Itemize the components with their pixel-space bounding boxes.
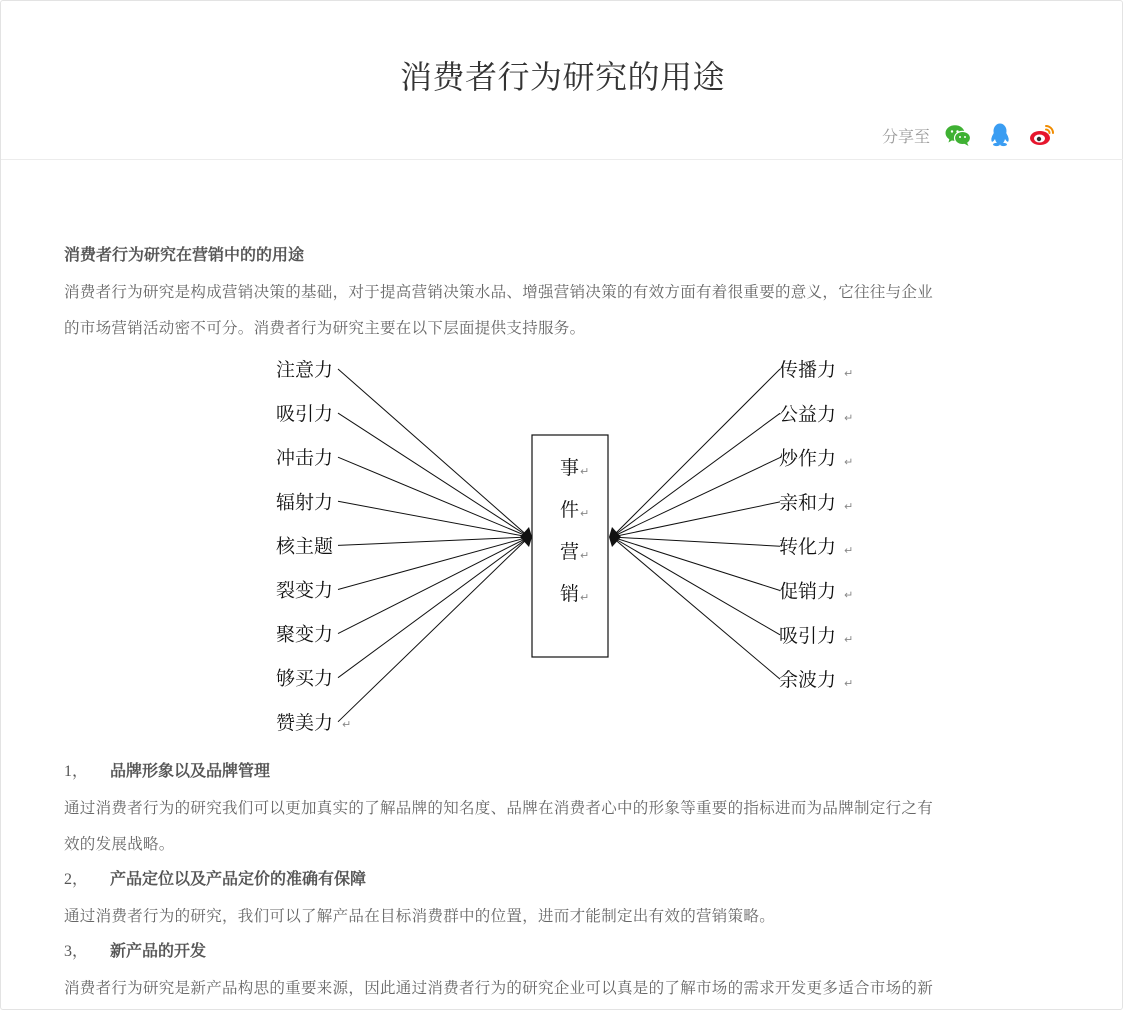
header-divider (1, 159, 1123, 160)
section-2-line-1: 通过消费者行为的研究，我们可以了解产品在目标消费群中的位置，进而才能制定出有效的营销策略。 (64, 907, 776, 925)
return-mark-right-5: ↵ (844, 544, 854, 558)
left-label-2: 吸引力 (276, 403, 334, 426)
return-mark-center-2: ↵ (580, 507, 590, 520)
return-mark-right-2: ↵ (844, 411, 854, 425)
intro-heading: 消费者行为研究在营销中的的用途 (64, 247, 305, 264)
right-label-7: 吸引力 (779, 624, 837, 647)
intro-paragraph-line-2: 的市场营销活动密不可分。消费者行为研究主要在以下层面提供支持服务。 (64, 319, 586, 337)
connector-left-5 (338, 537, 529, 545)
return-mark-right-7: ↵ (844, 632, 854, 646)
left-label-3: 冲击力 (276, 447, 334, 470)
right-label-2: 公益力 (779, 403, 837, 426)
share-bar (882, 122, 1070, 148)
section-1-line-1: 通过消费者行为的研究我们可以更加真实的了解品牌的知名度、品牌在消费者心中的形象等重要的指标进而为品牌制定行之有 (64, 799, 934, 817)
return-mark-right-8: ↵ (844, 677, 854, 691)
right-label-4: 亲和力 (779, 491, 837, 514)
qq-icon (986, 122, 1014, 148)
right-label-8: 余波力 (779, 669, 837, 692)
section-1-number: 1， (64, 763, 89, 780)
return-mark-center-4: ↵ (580, 591, 590, 604)
connector-left-3 (338, 457, 529, 537)
return-mark-right-6: ↵ (844, 588, 854, 602)
connector-left-7 (338, 537, 529, 634)
right-label-3: 炒作力 (779, 447, 837, 470)
right-label-5: 转化力 (779, 536, 837, 559)
connector-left-9 (338, 537, 529, 722)
intro-paragraph-line-1: 消费者行为研究是构成营销决策的基础，对于提高营销决策水品、增强营销决策的有效方面有着很重要的意义，它往往与企业 (64, 283, 934, 301)
left-label-9: 赞美力 (276, 711, 334, 734)
qq-share-button[interactable] (986, 122, 1014, 148)
section-1-line-2: 效的发展战略。 (64, 835, 175, 853)
section-2-title: 产品定位以及产品定价的准确有保障 (110, 871, 367, 888)
section-2-heading (64, 862, 1058, 898)
return-mark-right-4: ↵ (844, 499, 854, 513)
center-char-2: 件 (560, 499, 580, 521)
center-char-1: 事 (560, 457, 580, 479)
section-1-title: 品牌形象以及品牌管理 (110, 763, 271, 780)
left-label-6: 裂变力 (276, 579, 334, 602)
center-char-3: 营 (560, 541, 580, 563)
section-1-heading (64, 754, 1058, 790)
weibo-share-button[interactable] (1028, 122, 1056, 148)
connector-right-1 (612, 369, 780, 537)
center-char-4: 销 (560, 583, 580, 605)
section-3-number: 3， (64, 943, 89, 960)
connector-right-3 (612, 458, 780, 537)
section-3-heading (64, 934, 1058, 970)
event-marketing-diagram (232, 356, 872, 738)
wechat-icon (944, 122, 972, 148)
left-label-1: 注意力 (276, 359, 334, 381)
connector-right-7 (612, 537, 780, 635)
connector-right-2 (612, 413, 780, 537)
section-3-title: 新产品的开发 (110, 943, 207, 960)
connector-left-8 (338, 537, 529, 678)
diagram-canvas (232, 356, 872, 738)
wechat-share-button[interactable] (944, 122, 972, 148)
article-title: 消费者行为研究的用途 (399, 58, 725, 96)
weibo-icon (1028, 122, 1056, 148)
section-2-number: 2， (64, 871, 89, 888)
left-label-5: 核主题 (276, 535, 334, 558)
connector-left-2 (338, 413, 529, 537)
return-mark-center-1: ↵ (580, 465, 590, 478)
return-mark-left-last: ↵ (342, 718, 352, 731)
return-mark-center-3: ↵ (580, 549, 590, 562)
connector-left-4 (338, 501, 529, 537)
connector-right-4 (612, 502, 780, 537)
left-label-4: 辐射力 (276, 491, 334, 514)
left-label-7: 聚变力 (276, 623, 334, 646)
return-mark-right-3: ↵ (844, 455, 854, 469)
share-label: 分享至 (882, 126, 931, 146)
connector-right-8 (612, 537, 780, 679)
right-label-6: 促销力 (779, 580, 837, 603)
connector-left-6 (338, 537, 529, 590)
return-mark-right-1: ↵ (844, 367, 854, 380)
connector-left-1 (338, 369, 529, 537)
right-label-1: 传播力 (779, 359, 837, 381)
section-3-line-1: 消费者行为研究是新产品构思的重要来源，因此通过消费者行为的研究企业可以真是的了解市场的需求开发更多适合市场的新 (64, 979, 934, 997)
left-label-8: 够买力 (276, 667, 334, 690)
